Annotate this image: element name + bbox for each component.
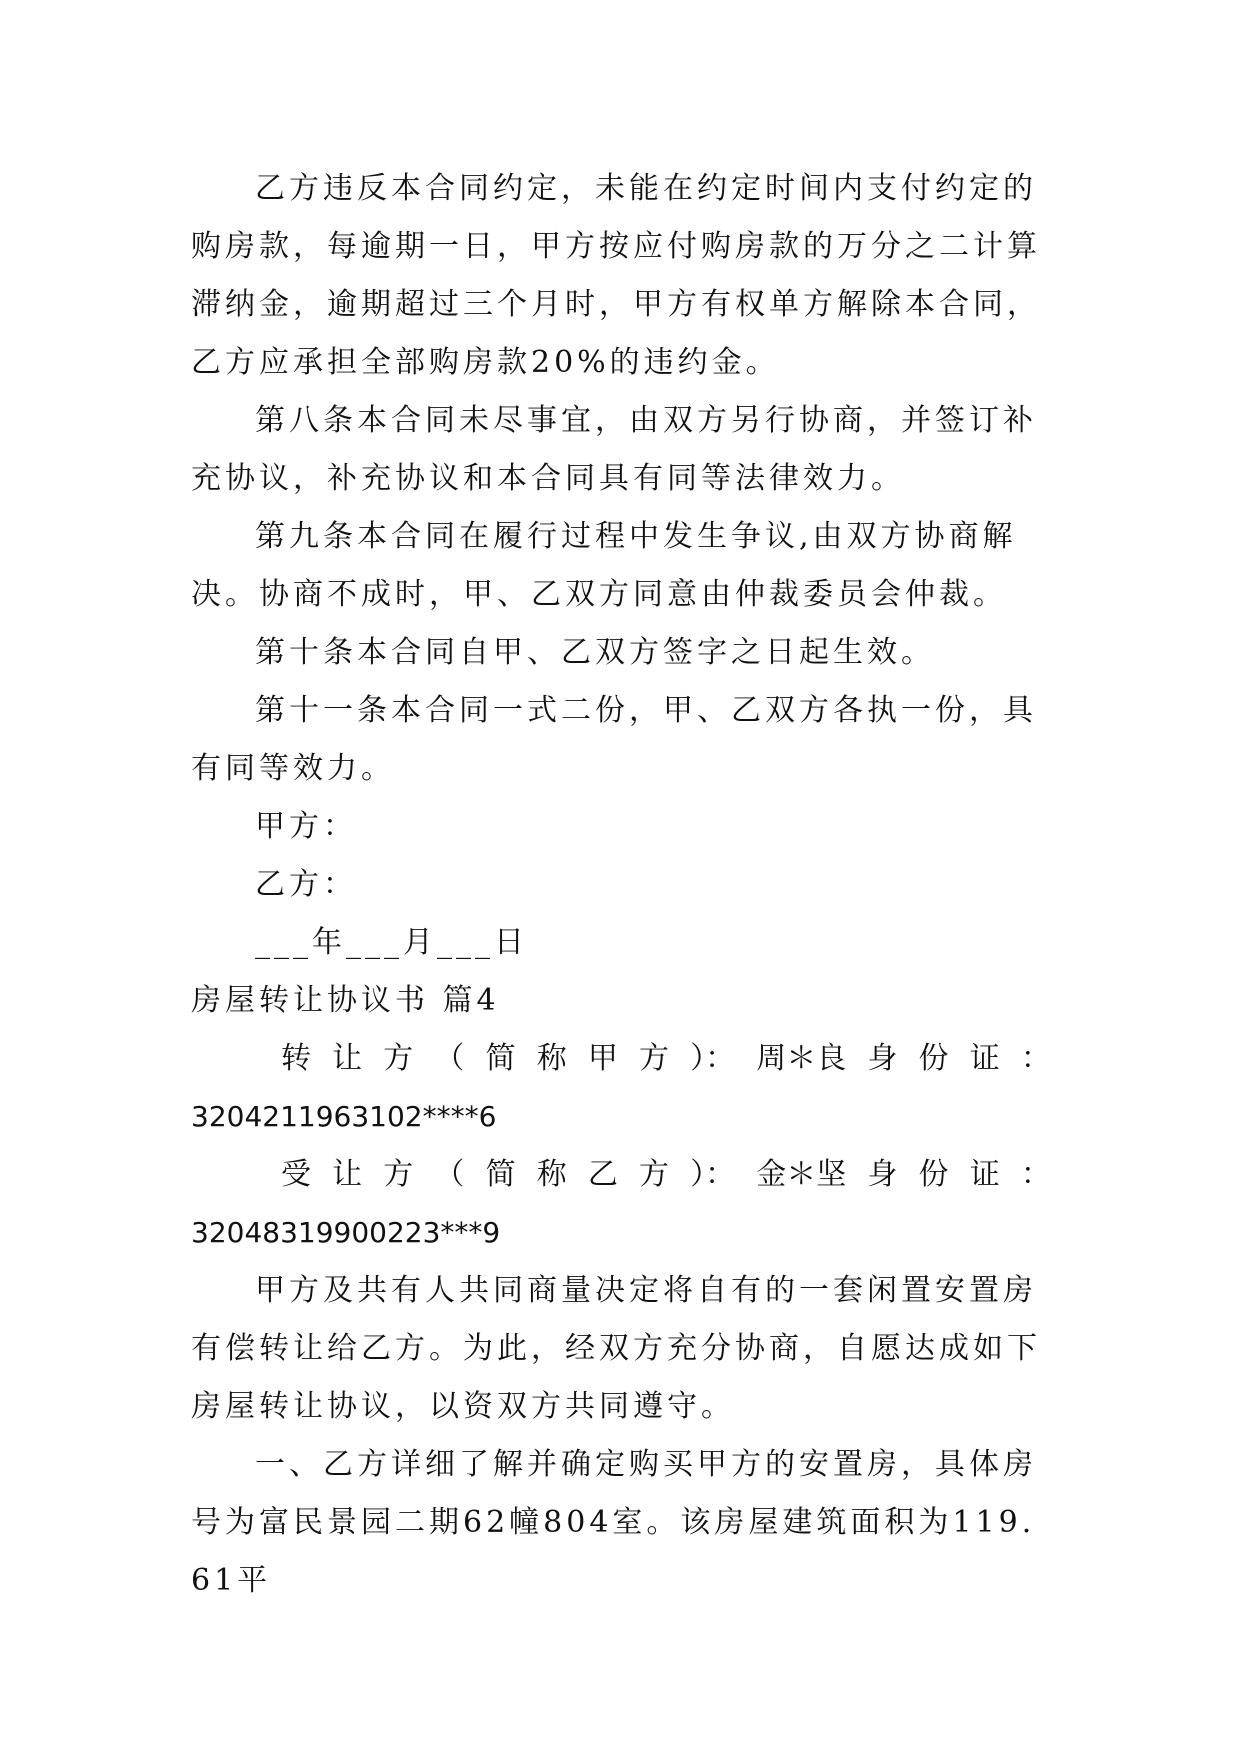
transferor-char: ：: [1020, 1041, 1051, 1076]
transferee-char: （: [434, 1157, 465, 1192]
paragraph-article-10: 第十条本合同自甲、乙双方签字之日起生效。: [255, 635, 935, 670]
transferor-char: ）：: [690, 1041, 736, 1076]
transferee-char: 简: [485, 1157, 516, 1192]
section-heading: 房屋转让协议书 篇4: [191, 983, 500, 1018]
transferee-char: ）：: [690, 1157, 736, 1192]
transferee-char: 称: [536, 1157, 567, 1192]
document-body: [191, 160, 1051, 1610]
transferor-char: 证: [969, 1041, 1000, 1076]
transferor-char: 转: [281, 1041, 311, 1076]
transferee-name: 金＊坚: [756, 1157, 847, 1192]
transferee-char: 方: [383, 1157, 414, 1192]
transferee-char: 证: [969, 1157, 1000, 1192]
transferee-id-number: 32048319900223***9: [191, 1216, 501, 1249]
transferee-char: 乙: [587, 1157, 618, 1192]
transferor-name: 周＊良: [756, 1041, 847, 1076]
transferor-char: 简: [485, 1041, 516, 1076]
signature-date: ___年___月___日: [255, 925, 528, 960]
signature-party-a: 甲方：: [255, 809, 357, 844]
transferee-char: 让: [332, 1157, 363, 1192]
paragraph-article-11: 第十一条本合同一式二份，甲、乙双方各执一份，具有同等效力。: [191, 693, 1037, 786]
transferee-char: 份: [918, 1157, 949, 1192]
transferee-char: 受: [281, 1157, 311, 1192]
paragraph-agreement-intro: 甲方及共有人共同商量决定将自有的一套闲置安置房有偿转让给乙方。为此，经双方充分协商，自愿达成如下房屋转让协议，以资双方共同遵守。: [191, 1273, 1041, 1424]
transferor-char: 身: [867, 1041, 898, 1076]
transferor-char: 甲: [587, 1041, 618, 1076]
transferor-char: 让: [332, 1041, 363, 1076]
transferor-char: （: [434, 1041, 465, 1076]
paragraph-article-9: 第九条本合同在履行过程中发生争议,由双方协商解决。协商不成时，甲、乙双方同意由仲裁委员会仲裁。: [191, 519, 1017, 612]
transferee-line: [191, 1146, 1051, 1204]
transferor-id-number: 3204211963102****6: [191, 1100, 497, 1133]
transferor-char: 份: [918, 1041, 949, 1076]
paragraph-article-8: 第八条本合同未尽事宜，由双方另行协商，并签订补充协议，补充协议和本合同具有同等法律效力。: [191, 403, 1037, 496]
paragraph-clause-1: 一、乙方详细了解并确定购买甲方的安置房，具体房号为富民景园二期62幢804室。该房屋建筑面积为119.61平: [191, 1447, 1037, 1598]
signature-party-b: 乙方：: [255, 867, 357, 902]
transferor-char: 方: [383, 1041, 414, 1076]
transferor-line: [191, 1030, 1051, 1088]
transferor-char: 方: [638, 1041, 669, 1076]
transferor-char: 称: [536, 1041, 567, 1076]
paragraph-breach-penalty: 乙方违反本合同约定，未能在约定时间内支付约定的购房款，每逾期一日，甲方按应付购房款的万分之二计算滞纳金，逾期超过三个月时，甲方有权单方解除本合同，乙方应承担全部购房款20%的违约金。: [191, 171, 1041, 380]
transferee-char: 身: [867, 1157, 898, 1192]
transferee-char: 方: [638, 1157, 669, 1192]
transferee-char: ：: [1020, 1157, 1051, 1192]
